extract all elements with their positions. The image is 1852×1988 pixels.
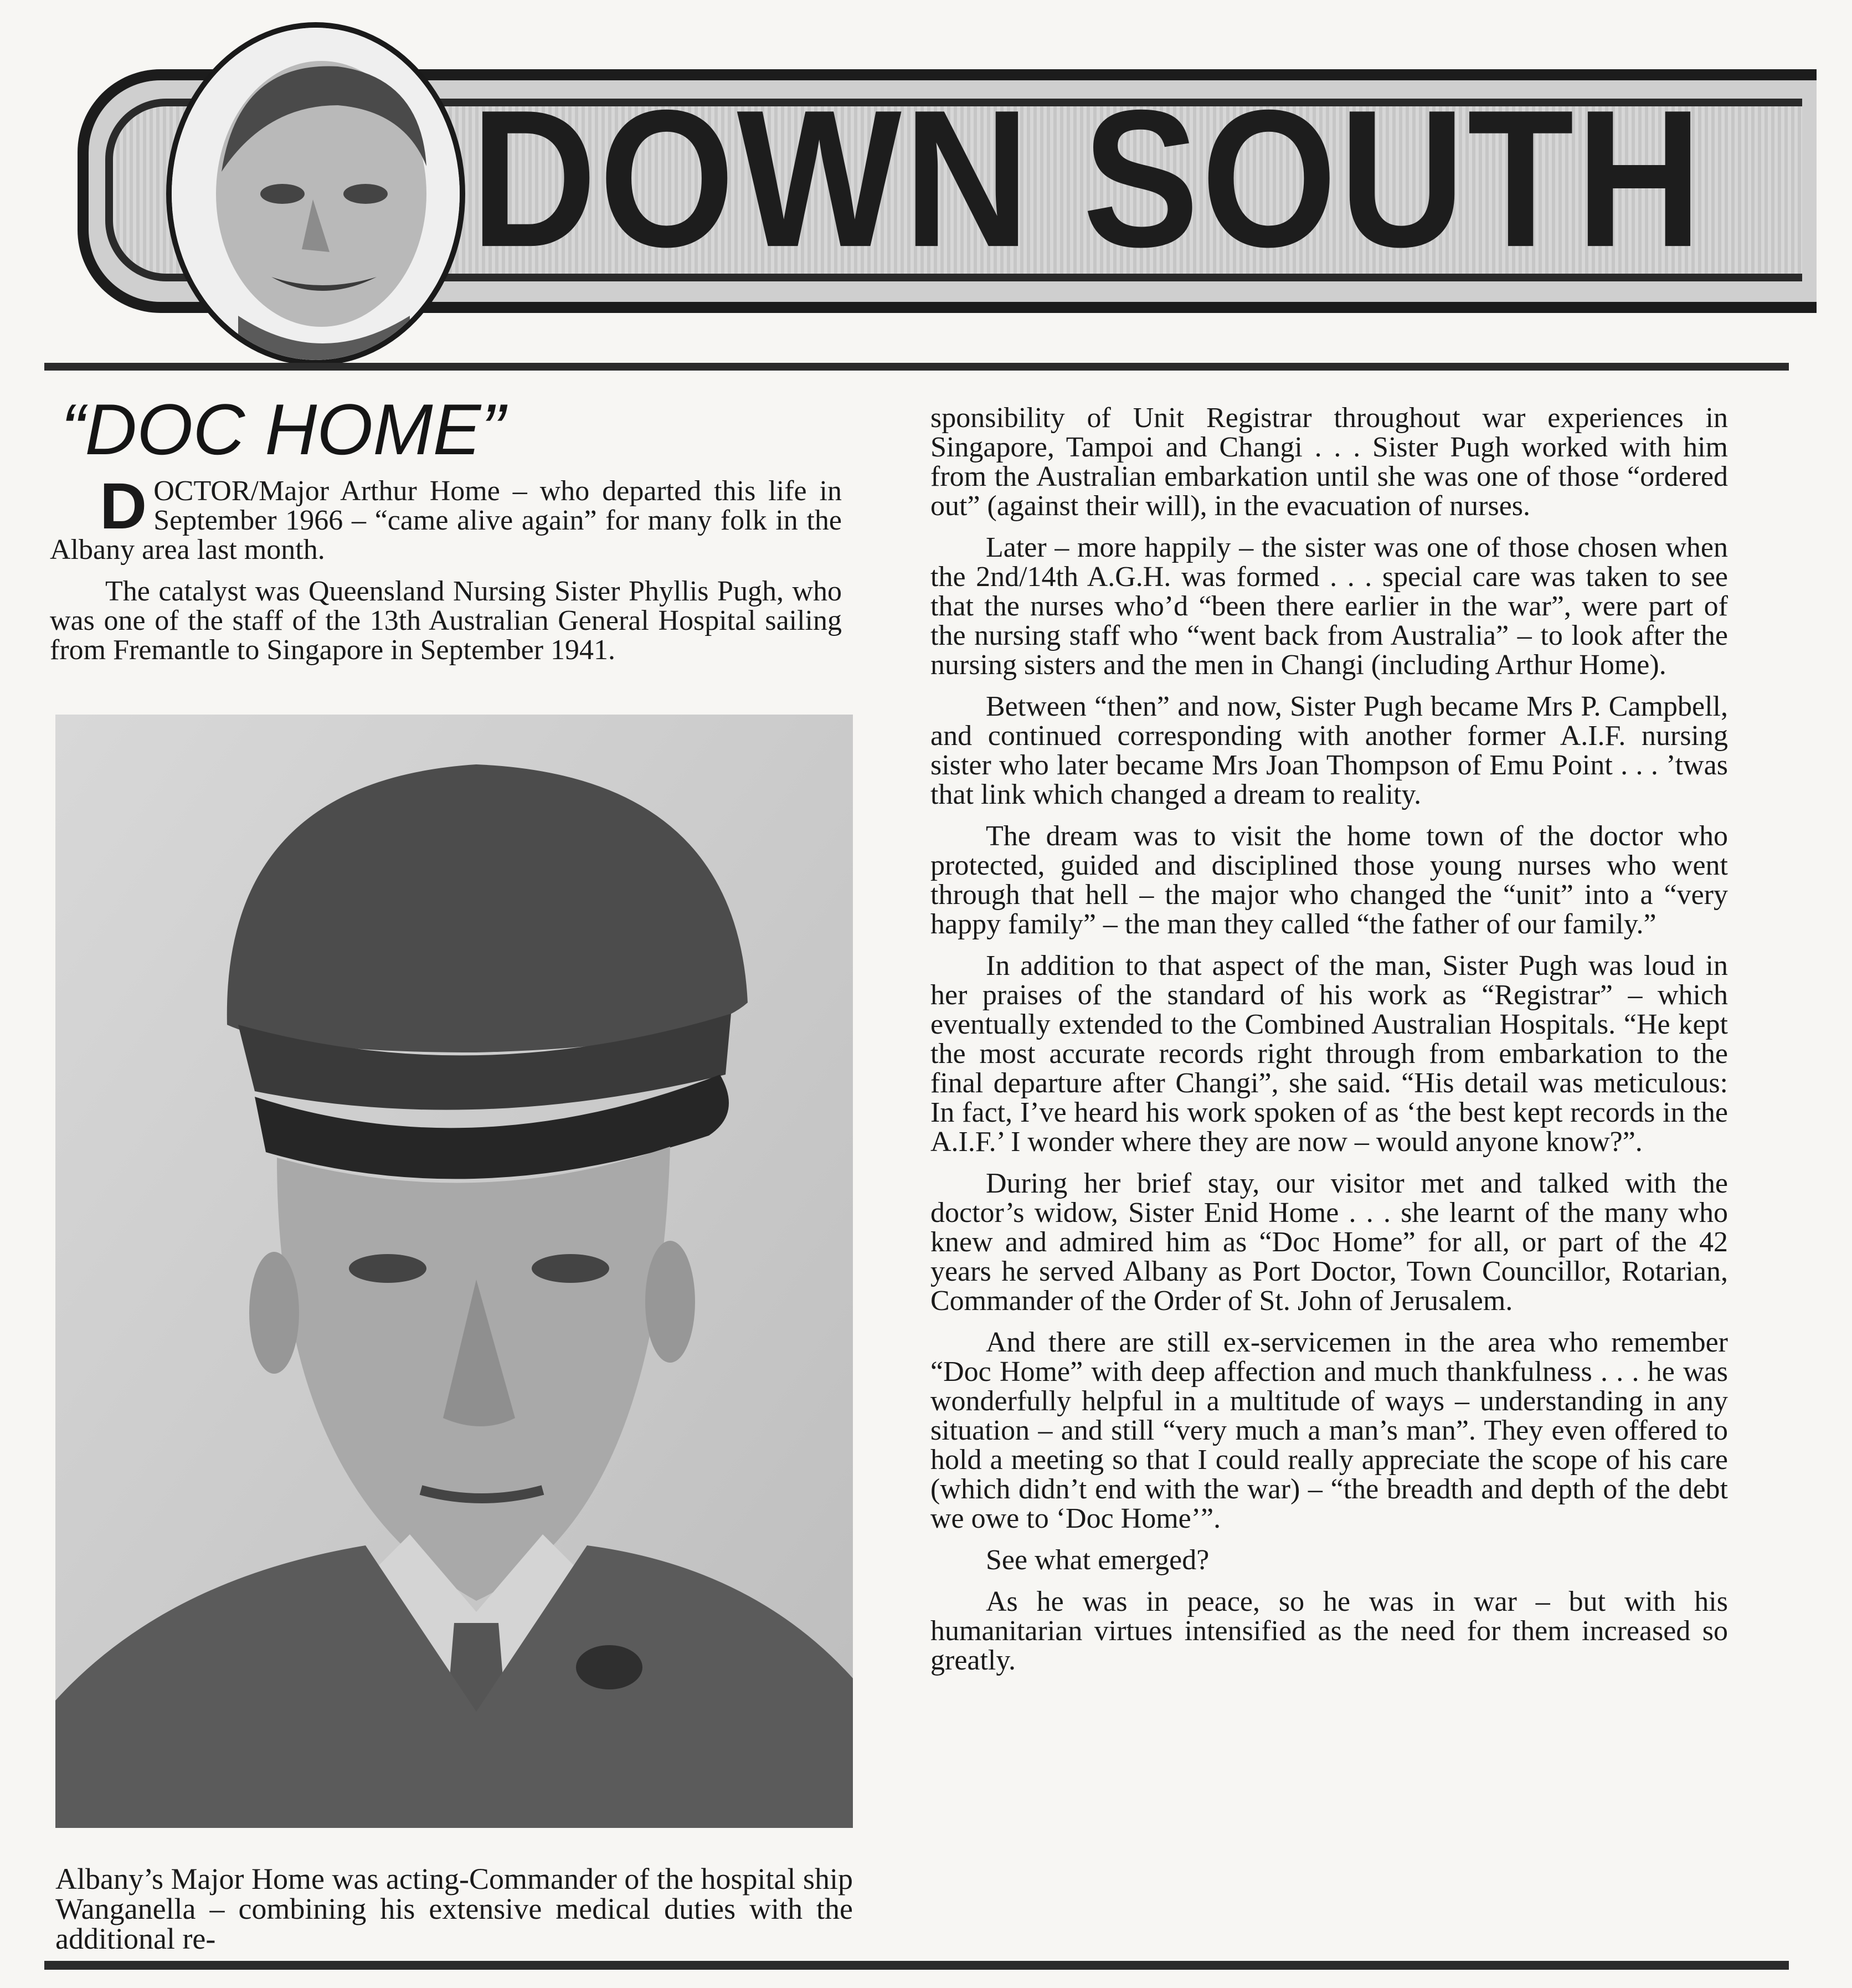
columnist-portrait-drawing (172, 28, 460, 360)
drop-cap: D (100, 470, 147, 543)
major-home-photo (55, 715, 853, 1828)
right-paragraph-5: In addition to that aspect of the man, Sister Pugh was loud in her praises of the standard of his work as “Registrar” – which eventually extended to the Combined Australian Hospitals. “He kept the most accurate records right through from embarkation to the final departure after Changi”, she said. “His detail was meticulous: In fact, I’ve heard his work spoken of as ‘the best kept records in the A.I.F.’ I wonder where they are now – would anyone know?”. (930, 950, 1728, 1158)
bottom-rule (44, 1961, 1789, 1970)
masthead-title: DOWN SOUTH (471, 69, 1705, 288)
right-paragraph-8: See what emerged? (986, 1544, 1210, 1576)
right-paragraph-4: The dream was to visit the home town of the doctor who protected, guided and disciplined those young nurses who went through that hell – the major who changed the “unit” into a “very happy family” – the man they called “the father of our family.” (930, 820, 1728, 940)
left-column (50, 388, 842, 677)
right-column (930, 403, 1728, 1687)
right-paragraph-7: And there are still ex-servicemen in the area who remember “Doc Home” with deep affection and much thankfulness . . . he was wonderfully helpful in a multitude of ways – understanding in any situation – and still “very much a man’s man”. They even offered to hold a meeting so that I could really appreciate the scope of his care (which didn’t end with the war) – “the breadth and depth of the debt we owe to ‘Doc Home’”. (930, 1327, 1728, 1534)
photo-caption (55, 1864, 853, 1954)
right-paragraph-2: Later – more happily – the sister was one of those chosen when the 2nd/14th A.G.H. was formed . . . special care was taken to see that the nurses who’d “been there earlier in the war”, were part of the nursing staff who “went back from Australia” – to look after the nursing sisters and the men in Changi (including Arthur Home). (930, 532, 1728, 681)
right-paragraph-1: sponsibility of Unit Registrar throughout war experiences in Singapore, Tampoi and Changi . . . Sister Pugh worked with him from the Australian embarkation until she was one of those “ordered out” (against their will), in the evacuation of nurses. (930, 402, 1728, 522)
right-paragraph-3: Between “then” and now, Sister Pugh became Mrs P. Campbell, and continued corresponding with another former A.I.F. nursing sister who later became Mrs Joan Thompson of Emu Point . . . ’twas that link which changed a dream to reality. (930, 691, 1728, 810)
article-headline: “DOC HOME” (61, 389, 505, 470)
top-rule (44, 363, 1789, 371)
right-paragraph-9: As he was in peace, so he was in war – but with his humanitarian virtues intensified as the need for them increased so greatly. (930, 1586, 1728, 1676)
masthead (39, 11, 1794, 371)
photo-caption-text: Albany’s Major Home was acting-Commander of the hospital ship Wanganella – combining his extensive medical duties with the additional re- (55, 1862, 853, 1955)
right-paragraph-6: During her brief stay, our visitor met and talked with the doctor’s widow, Sister Enid Home . . . she learnt of the many who knew and admired him as “Doc Home” for all, or part of the 42 years he served Albany as Port Doctor, Town Councillor, Rotarian, Commander of the Order of St. John of Jerusalem. (930, 1168, 1728, 1317)
columnist-portrait (166, 22, 465, 366)
lead-text: OCTOR/Major Arthur Home – who departed this life in September 1966 – “came alive again” for many folk in the Albany area last month. (50, 475, 842, 566)
paragraph-2: The catalyst was Queensland Nursing Sister Phyllis Pugh, who was one of the staff of the 13th Australian General Hospital sailing from Fremantle to Singapore in September 1941. (50, 576, 842, 666)
lead-paragraph (50, 470, 842, 566)
major-home-photo-drawing (55, 715, 853, 1828)
